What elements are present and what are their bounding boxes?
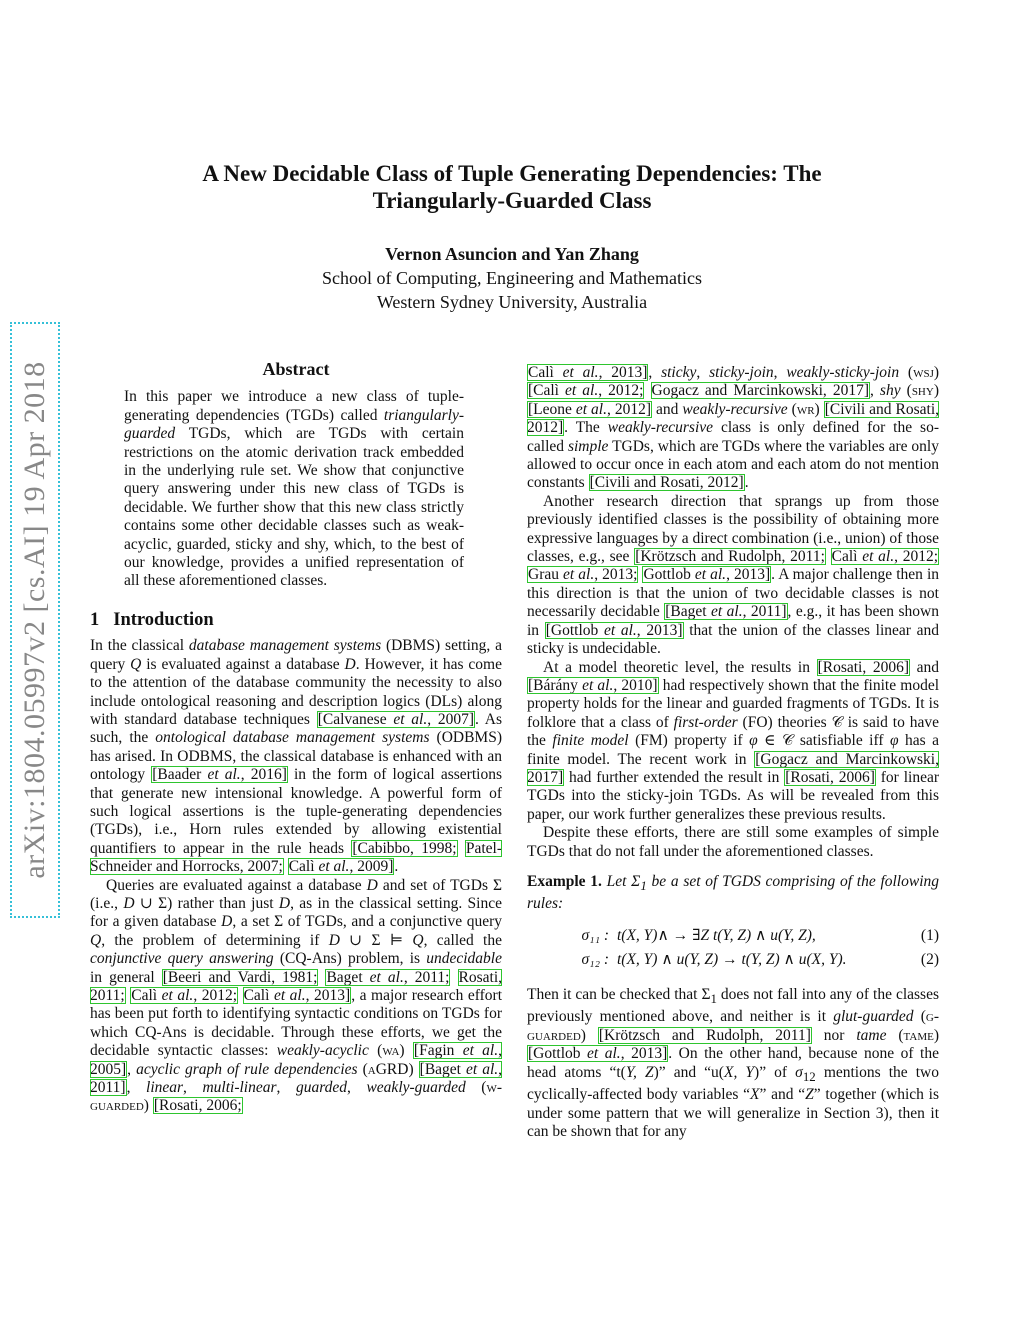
citation-link[interactable]: [Bárány et al., 2010] (528, 676, 658, 694)
citation-link[interactable]: [Calvanese et al., 2007] (317, 710, 474, 728)
citation-link[interactable]: Gogacz and Marcinkowski, 2017] (651, 382, 869, 400)
equation-block (527, 924, 939, 972)
citation-link[interactable]: [Rosati, 2006] (817, 658, 910, 676)
left-column (90, 360, 502, 1116)
author-names: Vernon Asuncion and Yan Zhang (385, 244, 639, 264)
citation-link[interactable]: Grau et al., 2013; (528, 566, 638, 584)
intro-paragraph-2: Queries are evaluated against a database D and set of TGDs Σ (i.e., D ∪ Σ) rather than just D, as in the classical setting. Since for a given database D, a set Σ of TGDs, and a conjunctive query Q, the problem of determining if D ∪ Σ ⊨ Q, called the conjunctive query answering (CQ-Ans) problem, is undecidable in general [Beeri and Vardi, 1981; Baget et al., 2011; Rosati, 2011; Calì et al., 2012; Calì et al., 2013], a major research effort has been put forth to identifying syntactic conditions on TGDs for which CQ-Ans is decidable. Through these efforts, we get the decidable syntactic classes: weakly-acyclic (wa) [Fagin et al., 2005], acyclic graph of rule dependencies (aGRD) [Baget et al., 2011], linear, multi-linear, guarded, weakly-guarded (w-guarded) [Rosati, 2006; (90, 876, 503, 1115)
citation-link[interactable]: Patel-Schneider and Horrocks, 2007; (90, 839, 502, 876)
citation-link[interactable]: [Baader et al., 2016] (152, 766, 287, 784)
citation-link[interactable]: [Fagin et al., 2005] (90, 1042, 502, 1078)
citation-link[interactable]: Calì et al., 2012; (831, 548, 939, 566)
arxiv-id: arXiv:1804.05997v2 [cs.AI] 19 Apr 2018 (18, 361, 51, 879)
citation-link[interactable]: [Calì et al., 2012; (528, 382, 644, 400)
intro-paragraph-2-cont: Calì et al., 2013], sticky, sticky-join, weakly-sticky-join (wsj) [Calì et al., 2012; Gogacz and Marcinkowski, 2017], shy (shy) [Leone et al., 2012] and weakly-recursive (wr) [Civili and Rosati, 2012]. The weakly-recursive class is only defined for the so-called simple TGDs, which are TGDs where the variables are only allowed to occur once in each atom and each atom do not mention constants [Civili and Rosati, 2012]. (527, 364, 940, 492)
citation-link[interactable]: [Leone et al., 2012] (528, 400, 652, 418)
citation-link[interactable]: Rosati, 2011; (90, 968, 503, 1004)
intro-paragraph-5: Despite these efforts, there are still some examples of simple TGDs that do not fall under the aforementioned classes. (527, 824, 939, 860)
citation-link[interactable]: [Gogacz and Marcinkowski, 2017] (527, 750, 939, 786)
right-column (527, 364, 939, 1141)
citation-link[interactable]: Calì et al., 2012; (131, 987, 238, 1004)
citation-link[interactable]: Baget et al., 2011; (326, 968, 450, 986)
abstract-heading: Abstract (262, 359, 330, 379)
intro-paragraph-4: At a model theoretic level, the results in [Rosati, 2006] and [Bárány et al., 2010] had respectively shown that the finite model property holds for the linear and guarded fragments of TGDs. It is folklore that a class of first-order (FO) theories 𝒞 is said to have the finite model (FM) property if φ ∈ 𝒞 satisfiable iff φ has a finite model. The recent work in [Gogacz and Marcinkowski, 2017] had further extended the result in [Rosati, 2006] for linear TGDs into the sticky-join TGDs. As will be revealed from this paper, our work further generalizes these previous results. (527, 658, 940, 823)
intro-paragraph-3: Another research direction that sprangs up from those previously identified classes is the possibility of obtaining more expressive languages by a direct combination (i.e., union) of those classes, e.g., see [Krötzsch and Rudolph, 2011; Calì et al., 2012; Grau et al., 2013; Gottlob et al., 2013]. A major challenge then in this direction is that the union of two decidable classes is not necessarily decidable [Baget et al., 2011], e.g., it has been shown in [Gottlob et al., 2013] that the union of the classes linear and sticky is undecidable. (527, 492, 940, 658)
section-heading: 1 Introduction (90, 609, 214, 630)
author-block (120, 242, 904, 314)
equation-2: σ₁₂ : t(X, Y) ∧ u(Y, Z) → t(Y, Z) ∧ u(X, Y). (2) (581, 950, 939, 968)
arxiv-stamp (10, 322, 60, 918)
citation-link[interactable]: [Baget et al., 2011] (90, 1060, 503, 1097)
affiliation-line-1: School of Computing, Engineering and Mathematics (322, 268, 702, 288)
example-1: Example 1. Let $\Sigma_1$ be a set of TGDS comprising of the following rules: (527, 872, 940, 913)
citation-link[interactable]: [Cabibbo, 1998; (352, 839, 457, 857)
citation-link[interactable]: [Rosati, 2006] (785, 768, 875, 786)
citation-link[interactable]: [Rosati, 2006; (153, 1097, 242, 1115)
paper-title: A New Decidable Class of Tuple Generating Dependencies: The Triangularly-Guarded Class (202, 161, 822, 213)
citation-link[interactable]: [Civili and Rosati, 2012] (527, 400, 940, 437)
affiliation-line-2: Western Sydney University, Australia (376, 292, 648, 312)
intro-paragraph-1: In the classical database management systems (DBMS) setting, a query Q is evaluated against a database D. However, it has come to the attention of the database community the necessity to also include ontological reasoning and description logics (DLs) along with standard database techniques [Calvanese et al., 2007]. As such, the ontological database management systems (ODBMS) has arised. In ODBMS, the classical database is enhanced with an ontology [Baader et al., 2016] in the form of logical assertions that generate new intensional knowledge. A powerful form of such logical assertions is the tuple-generating dependencies (TGDs), i.e., Horn rules extended by allowing existential quantifiers to appear in the rule heads [Cabibbo, 1998; Patel-Schneider and Horrocks, 2007; Calì et al., 2009]. (90, 637, 502, 876)
example-continuation: Then it can be checked that $\Sigma_1$ does not fall into any of the classes previously mentioned above, and neither is it glut-guarded (g-guarded) [Krötzsch and Rudolph, 2011] nor tame (tame) [Gottlob et al., 2013]. On the other hand, because none of the head atoms “t(Y, Z)” and “u(X, Y)” of $\sigma_{12}$ mentions the two cyclically-affected body variables “X” and “Z” together (which is under some pattern that we will generalize in Section 3), then it can be shown that for any (527, 985, 940, 1140)
citation-link[interactable]: [Gottlob et al., 2013] (545, 621, 683, 639)
citation-link[interactable]: Calì et al., 2013] (243, 987, 351, 1004)
citation-link[interactable]: Calì et al., 2013] (528, 364, 648, 381)
citation-link[interactable]: [Krötzsch and Rudolph, 2011] (598, 1026, 811, 1044)
citation-link[interactable]: Calì et al., 2009] (288, 858, 394, 876)
citation-link[interactable]: [Gottlob et al., 2013] (528, 1045, 668, 1063)
citation-link[interactable]: [Beeri and Vardi, 1981; (162, 968, 318, 986)
equation-1: σ₁₁ : t(X, Y)∧ → ∃Z t(Y, Z) ∧ u(Y, Z), (1) (581, 926, 939, 944)
citation-link[interactable]: [Krötzsch and Rudolph, 2011; (635, 548, 825, 566)
citation-link[interactable]: [Civili and Rosati, 2012] (589, 474, 744, 492)
citation-link[interactable]: Gottlob et al., 2013] (643, 566, 771, 584)
abstract-text: In this paper we introduce a new class of tuple-generating dependencies (TGDs) called triangularly-guarded TGDs, which are TGDs with certain restrictions on the atomic derivation track embedded in the underlying rule set. We show that conjunctive query answering under this new class of TGDs is decidable. We further show that this new class strictly contains some other decidable classes such as weak-acyclic, guarded, sticky and shy, which, to the best of our knowledge, provides a unified representation of all these aforementioned classes. (124, 388, 464, 590)
citation-link[interactable]: [Baget et al., 2011] (665, 603, 787, 621)
